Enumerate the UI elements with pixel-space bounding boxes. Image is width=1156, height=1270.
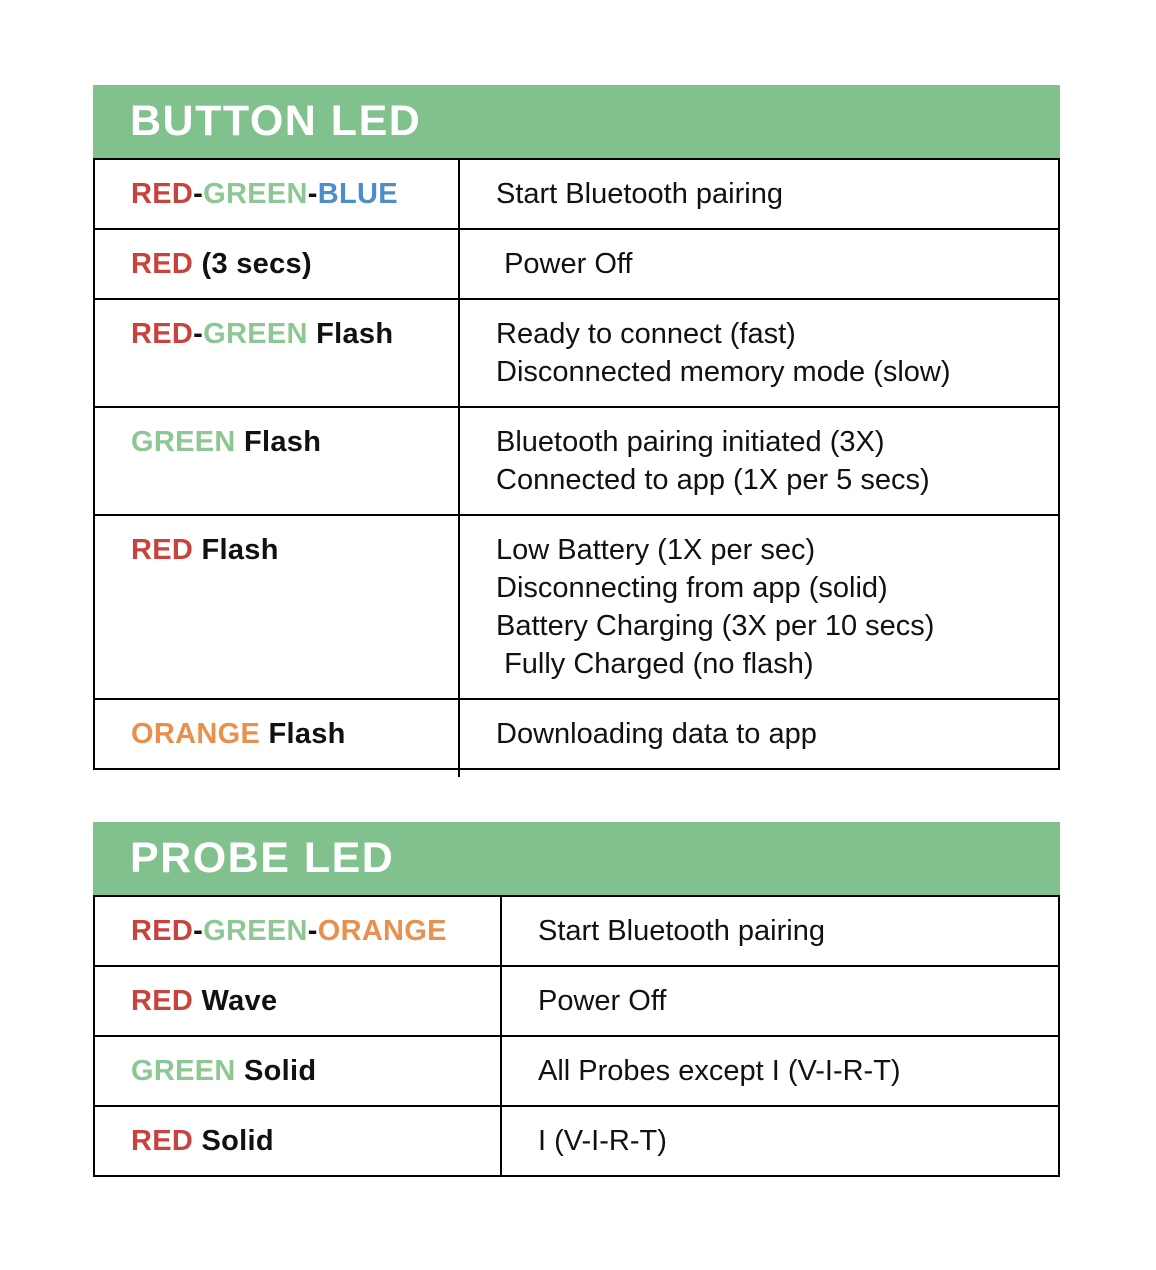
table-row bbox=[95, 514, 1058, 698]
led-meaning-cell bbox=[460, 408, 1058, 514]
led-meaning-line: Start Bluetooth pairing bbox=[496, 178, 783, 210]
led-meaning-line: Low Battery (1X per sec) bbox=[496, 534, 816, 566]
led-pattern-text: Flash bbox=[235, 426, 322, 458]
led-meaning-line: Power Off bbox=[496, 248, 633, 280]
led-pattern-text: RED bbox=[131, 1125, 194, 1157]
led-meaning-line: Downloading data to app bbox=[496, 718, 817, 750]
led-meaning-cell bbox=[460, 700, 1058, 768]
button-led-title: BUTTON LED bbox=[130, 97, 422, 145]
led-pattern-text: Flash bbox=[260, 718, 346, 750]
table-row bbox=[95, 228, 1058, 298]
led-pattern-text: Flash bbox=[193, 534, 279, 566]
led-pattern-text: RED bbox=[131, 985, 194, 1017]
led-pattern-text: RED bbox=[131, 248, 194, 280]
button-led-header bbox=[93, 85, 1060, 158]
led-meaning-cell bbox=[502, 1037, 1058, 1105]
led-pattern-text: GREEN bbox=[203, 318, 308, 350]
led-pattern-text: GREEN bbox=[131, 426, 236, 458]
led-pattern-text: RED bbox=[131, 534, 194, 566]
led-meaning-cell bbox=[460, 516, 1058, 698]
led-pattern-text: BLUE bbox=[317, 178, 398, 210]
led-pattern-text: GREEN bbox=[131, 1055, 236, 1087]
led-pattern-text: Flash bbox=[307, 318, 394, 350]
led-pattern-text: - bbox=[307, 915, 318, 947]
led-pattern-text: (3 secs) bbox=[193, 248, 312, 280]
led-meaning-cell bbox=[502, 897, 1058, 965]
led-pattern-text: - bbox=[193, 318, 204, 350]
led-pattern-text: RED bbox=[131, 318, 194, 350]
table-row bbox=[95, 965, 1058, 1035]
led-pattern-text: ORANGE bbox=[317, 915, 447, 947]
button-led-table bbox=[93, 85, 1060, 770]
led-meaning-line: Fully Charged (no flash) bbox=[496, 648, 814, 680]
led-pattern-cell bbox=[95, 700, 460, 768]
led-pattern-text: Solid bbox=[235, 1055, 317, 1087]
led-pattern-cell bbox=[95, 408, 460, 514]
probe-led-table bbox=[93, 822, 1060, 1177]
led-pattern-cell bbox=[95, 1037, 502, 1105]
probe-led-header bbox=[93, 822, 1060, 895]
table-row bbox=[95, 698, 1058, 768]
led-meaning-line: Power Off bbox=[538, 985, 667, 1017]
probe-led-title: PROBE LED bbox=[130, 834, 395, 882]
led-meaning-cell bbox=[460, 160, 1058, 228]
led-pattern-cell bbox=[95, 230, 460, 298]
led-pattern-text: Wave bbox=[193, 985, 278, 1017]
led-pattern-cell bbox=[95, 160, 460, 228]
probe-led-rows bbox=[93, 895, 1060, 1177]
table-row bbox=[95, 160, 1058, 228]
led-pattern-cell bbox=[95, 967, 502, 1035]
led-meaning-line: All Probes except I (V-I-R-T) bbox=[538, 1055, 901, 1087]
led-meaning-line: Ready to connect (fast) bbox=[496, 318, 796, 350]
led-meaning-line: Connected to app (1X per 5 secs) bbox=[496, 464, 930, 496]
led-pattern-text: - bbox=[193, 915, 204, 947]
led-meaning-line: Start Bluetooth pairing bbox=[538, 915, 825, 947]
led-meaning-line: I (V-I-R-T) bbox=[538, 1125, 667, 1157]
led-meaning-line: Disconnecting from app (solid) bbox=[496, 572, 888, 604]
table-row bbox=[95, 298, 1058, 406]
led-pattern-text: GREEN bbox=[203, 178, 308, 210]
led-pattern-text: GREEN bbox=[203, 915, 308, 947]
led-meaning-line: Disconnected memory mode (slow) bbox=[496, 356, 951, 388]
table-row bbox=[95, 1105, 1058, 1175]
led-meaning-cell bbox=[460, 230, 1058, 298]
led-meaning-line: Bluetooth pairing initiated (3X) bbox=[496, 426, 885, 458]
led-pattern-cell bbox=[95, 516, 460, 698]
led-meaning-line: Battery Charging (3X per 10 secs) bbox=[496, 610, 935, 642]
table-row bbox=[95, 897, 1058, 965]
led-meaning-cell bbox=[502, 1107, 1058, 1175]
led-pattern-cell bbox=[95, 1107, 502, 1175]
led-pattern-text: RED bbox=[131, 178, 194, 210]
led-pattern-cell bbox=[95, 300, 460, 406]
button-led-rows bbox=[93, 158, 1060, 770]
led-pattern-text: - bbox=[307, 178, 318, 210]
led-meaning-cell bbox=[460, 300, 1058, 406]
led-meaning-cell bbox=[502, 967, 1058, 1035]
table-row bbox=[95, 1035, 1058, 1105]
led-pattern-text: Solid bbox=[193, 1125, 274, 1157]
led-pattern-cell bbox=[95, 897, 502, 965]
led-pattern-text: - bbox=[193, 178, 204, 210]
led-pattern-text: ORANGE bbox=[131, 718, 261, 750]
led-pattern-text: RED bbox=[131, 915, 194, 947]
table-row bbox=[95, 406, 1058, 514]
